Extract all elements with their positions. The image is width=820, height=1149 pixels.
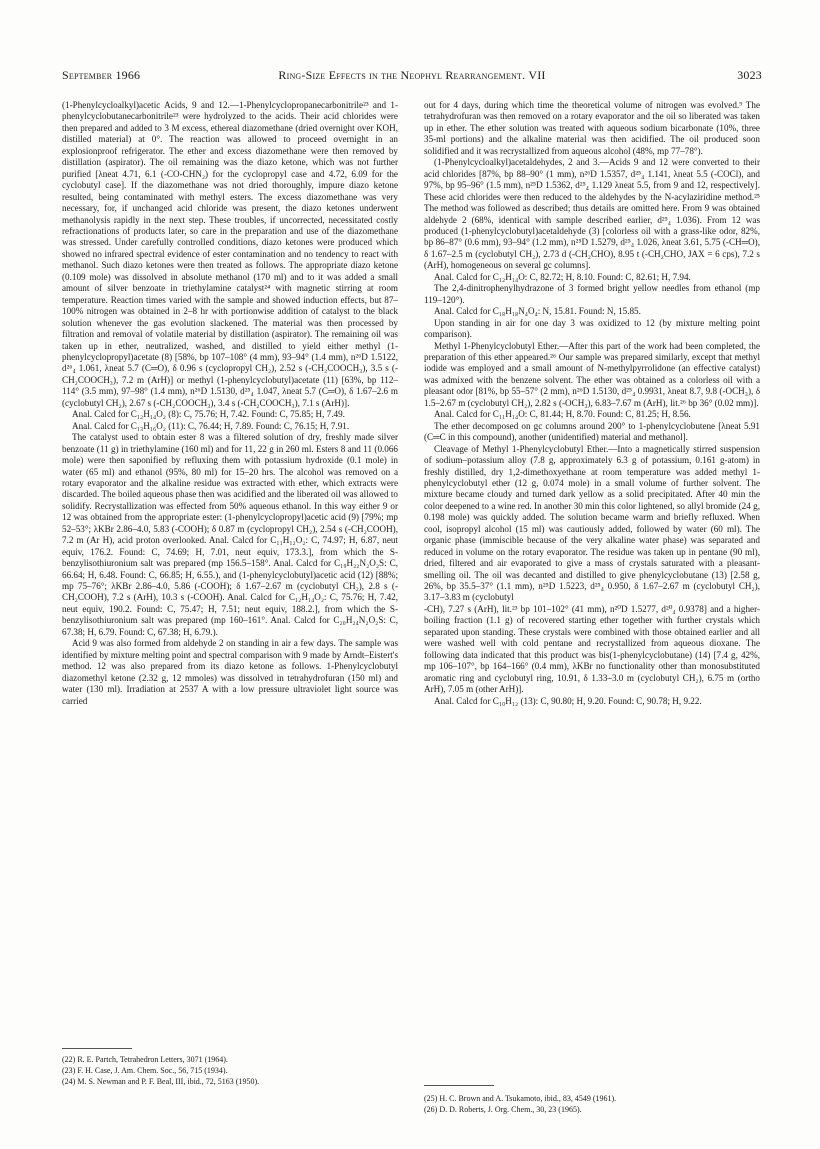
paragraph: The catalyst used to obtain ester 8 was a filtered solution of dry, freshly made silver benzoate (11 g) in triethylamine (160 ml) and for 11, 22 g in 260 ml. Esters 8 and 11 (0.066 mole) were then saponified by refluxing them with potassium hydroxide (0.1 mole) in water (65 ml) and ethanol (95%, 80 ml) for 15–20 hrs. The alcohol was removed on a rotary evaporator and the alkaline residue was extracted with ether, which extracts were discarded. The boiled aqueous phase then was acidified and the liberated oil was allowed to solidify. Recrystallization was effected from 50% aqueous ethanol. In this way either 9 or 12 was obtained from the appropriate ester: (1-phenylcyclopropyl)acetic acid (9) [79%; mp 52–53°; λKBr 2.86–4.0, 5.83 (-COOH); δ 0.87 m (cyclopropyl CH₂), 2.54 s (-CH₂COOH), 7.2 m (Ar H), acid proton overlooked. Anal. Calcd for C₁₁H₁₂O₂: C, 74.97; H, 6.87, neut equiv, 176.2. Found: C, 74.69; H, 7.01, neut equiv, 173.3.], from which the S-benzylisothiuronium salt was prepared (mp 156.5–158°. Anal. Calcd for C₁₉H₂₂N₂O₂S: C, 66.64; H, 6.48. Found: C, 66.85; H, 6.55.), and (1-phenylcyclobutyl)acetic acid (12) [88%; mp 75–76°; λKBr 2.86–4.0, 5.86 (-COOH); δ 1.67–2.67 m (cyclobutyl CH₂), 2.8 s (-CH₂COOH), 7.2 s (ArH), 10.3 s (-COOH). Anal. Calcd for C₁₂H₁₄O₂: C, 75.76; H, 7.42, neut equiv, 190.2. Found: C, 75.47; H, 7.51; neut equiv, 188.2.], from which the S-benzylisothiuronium salt was prepared (mp 160–161°. Anal. Calcd for C₂₀H₂₄N₂O₂S: C, 67.38; H, 6.79. Found: C, 67.38; H, 6.79.). xyxy=(62,432,398,637)
paragraph: (1-Phenylcycloalkyl)acetic Acids, 9 and 12.—1-Phenylcyclopropanecarbonitrile²³ and 1-phenylcyclobutanecarbonitrile²³ were hydrolyzed to the acids. Their acid chlorides were then prepared and added to 3 M excess, ethereal diazomethane (dried overnight over KOH, distilled material) at 0°. The reaction was allowed to proceed overnight in an explosionproof refrigerator. The ether and excess diazomethane were then removed by distillation (aspirator). The oil remaining was the diazo ketone, which was not further purified [λneat 4.71, 6.1 (-CO-CHN₂) for the cyclopropyl case and 4.72, 6.09 for the cyclobutyl case]. If the diazomethane was not dried thoroughly, impure diazo ketone resulted, being contaminated with methyl esters. The excess diazomethane was very necessary, for, if unchanged acid chloride was present, the diazo ketones underwent methanolysis rapidly in the next step. These troubles, if uncorrected, necessitated costly refractionations of products later, so care in the preparation and use of the diazomethane was stressed. Under carefully controlled conditions, diazo ketones were produced which showed no infrared spectral evidence of ester contamination and no tendency to react with methanol. Such diazo ketones were then treated as follows. The appropriate diazo ketone (0.109 mole) was dissolved in absolute methanol (170 ml) and to it was added a small amount of silver benzoate in triethylamine catalyst²⁴ with magnetic stirring at room temperature. Reaction times varied with the sample and showed induction effects, but 87–100% nitrogen was obtained in 2–8 hr with portionwise addition of catalyst to the black solution whenever the gas evolution slackened. The material was then processed by filtration and removal of volatile material by distillation (aspirator). The remaining oil was taken up in ether, neutralized, washed, and distilled to yield either methyl (1-phenylcyclopropyl)acetate (8) [58%, bp 107–108° (4 mm), 93–94° (1.4 mm), n²⁶D 1.5122, d²⁶₄ 1.061, λneat 5.7 (C═O), δ 0.96 s (cyclopropyl CH₂), 2.52 s (-CH₂COOCH₃), 3.5 s (-CH₂COOCH₃), 7.2 m (ArH)] or methyl (1-phenylcyclobutyl)acetate (11) [63%, bp 112–114° (3.5 mm), 97–98° (1.4 mm), n²⁶D 1.5130, d²⁵₄ 1.047, λneat 5.7 (C═O), δ 1.67–2.6 m (cyclobutyl CH₂), 2.67 s (-CH₂COOCH₃), 3.4 s (-CH₂COOCH₃), 7.1 s (ArH)]. xyxy=(62,100,398,408)
left-column xyxy=(62,100,398,707)
paragraph: -CH), 7.27 s (ArH), lit.²³ bp 101–102° (41 mm), n²⁰D 1.5277, d²⁰₄ 0.9378] and a higher-boiling fraction (1.1 g) of recovered starting ether together with further crystals which separated upon standing. These crystals were combined with those obtained earlier and all were washed well with cold pentane and recrystallized from aqueous dioxane. The following data indicated that this product was bis(1-phenylcyclobutane) (14) [7.4 g, 42%, mp 106–107°, bp 164–166° (0.4 mm), λKBr no functionality other than monosubstituted aromatic ring and cyclobutyl ring, 10.91, δ 1.33–3.0 m (cyclobutyl CH₂), 6.75 m (ortho ArH), 7.05 m (other ArH)]. xyxy=(424,603,760,695)
paragraph: Anal. Calcd for C₁₈H₁₈N₄O₄: N, 15.81. Found: N, 15.85. xyxy=(434,306,641,317)
paragraph: The 2,4-dinitrophenylhydrazone of 3 formed bright yellow needles from ethanol (mp 119–120°). xyxy=(424,283,760,305)
footnote-divider xyxy=(424,1085,494,1086)
header-date: September 1966 xyxy=(62,68,141,82)
paragraph: Anal. Calcd for C₁₂H₁₄O₂ (8): C, 75.76; H, 7.42. Found: C, 75.85; H, 7.49. xyxy=(72,409,345,420)
paragraph: Anal. Calcd for C₁₃H₁₆O₂ (11): C, 76.44; H, 7.89. Found: C, 76.15; H, 7.91. xyxy=(72,420,350,431)
footnote: (23) F. H. Case, J. Am. Chem. Soc., 56, 715 (1934). xyxy=(62,1066,228,1075)
paragraph: (1-Phenylcycloalkyl)acetaldehydes, 2 and 3.—Acids 9 and 12 were converted to their acid chlorides [87%, bp 88–90° (1 mm), n²⁶D 1.5357, d²⁵₄ 1.141, λneat 5.5 (-COCl), and 97%, bp 95–96° (1.5 mm), n²⁵D 1.5362, d²⁵₄ 1.129 λneat 5.5, from 9 and 12, respectively]. These acid chlorides were then reduced to the aldehydes by the N-acylaziridine method.²⁵ The method was followed as described; thus details are omitted here. From 9 was obtained aldehyde 2 (68%, identical with sample described earlier, d²⁵₄ 1.036). From 12 was produced (1-phenylcyclobutyl)acetaldehyde (3) [colorless oil with a grass-like odor, 82%, bp 86–87° (0.6 mm), 93–94° (1.2 mm), n²⁵D 1.5279, d²⁵₄ 1.026, λneat 3.61, 5.75 (-CH═O), δ 1.67–2.5 m (cyclobutyl CH₂), 2.73 d (-CH₂CHO), 8.95 t (-CH₂CHO, JAX = 6 cps), 7.2 s (ArH), homogeneous on several gc columns]. xyxy=(424,157,760,271)
footnotes-left xyxy=(62,1054,398,1087)
paragraph: Anal. Calcd for C₁₀H₁₂ (13): C, 90.80; H, 9.20. Found: C, 90.78; H, 9.22. xyxy=(434,695,702,706)
footnote: (26) D. D. Roberts, J. Org. Chem., 30, 23 (1965). xyxy=(424,1105,582,1114)
footnote: (24) M. S. Newman and P. F. Beal, III, ibid., 72, 5163 (1950). xyxy=(62,1077,260,1086)
paragraph: out for 4 days, during which time the theoretical volume of nitrogen was evolved.⁹ The tetrahydrofuran was then removed on a rotary evaporator and the oil so liberated was taken up in ether. The ether solution was treated with aqueous sodium bicarbonate (10%, three 35-ml portions) and the alkaline material was then acidified. The oil produced soon solidified and it was recrystallized from aqueous alcohol (48%, mp 77–78°). xyxy=(424,100,760,156)
paragraph: Cleavage of Methyl 1-Phenylcyclobutyl Ether.—Into a magnetically stirred suspension of sodium–potassium alloy (7.8 g, approximately 6.3 g of potassium, 0.161 g-atom) in freshly distilled, dry 1,2-dimethoxyethane at room temperature was added methyl 1-phenylcyclobutyl ether (12 g, 0.074 mole) in a small volume of further solvent. The mixture became cloudy and turned dark yellow as a solid precipitated. After 40 min the color deepened to a wine red. In another 30 min this color lightened, so allyl bromide (24 g, 0.198 mole) was quickly added. The solution became warm and briefly refluxed. When cool, isopropyl alcohol (15 ml) was cautiously added, followed by water (60 ml). The organic phase (immiscible because of the very alkaline water phase) was separated and reduced in volume on the rotary evaporator. The residue was taken up in pentane (90 ml), dried, filtered and air evaporated to give a mass of crystals saturated with a pleasant-smelling oil. The oil was decanted and distilled to give phenylcyclobutane (13) [2.58 g, 26%, bp 35.5–37° (1.1 mm), n²⁵D 1.5223, d²⁵₄ 0.950, δ 1.67–2.67 m (cyclobutyl CH₂), 3.17–3.83 m (cyclobutyl xyxy=(424,443,760,603)
footnotes-right xyxy=(424,1093,760,1115)
paragraph: Methyl 1-Phenylcyclobutyl Ether.—After this part of the work had been completed, the preparation of this ether appeared.²⁶ Our sample was prepared similarly, except that methyl iodide was employed and a small amount of N-methylpyrrolidone (an effective catalyst) was admixed with the benzene solvent. The ether was obtained as a colorless oil with a pleasant odor [81%, bp 55–57° (2 mm), n²⁶D 1.5130, d²⁵₄ 0.9931, λneat 8.7, 9.8 (-OCH₃), δ 1.5–2.67 m (cyclobutyl CH₂), 2.82 s (-OCH₃), 6.83–7.67 m (ArH), lit.²⁶ bp 36° (0.02 mm)]. xyxy=(424,340,760,408)
header-page-number: 3023 xyxy=(737,68,762,82)
paragraph: Anal. Calcd for C₁₂H₁₄O: C, 82.72; H, 8.10. Found: C, 82.61; H, 7.94. xyxy=(434,271,691,282)
paragraph: Acid 9 was also formed from aldehyde 2 on standing in air a few days. The sample was identified by mixture melting point and spectral comparison with 9 made by Arndt–Eistert's method. 12 was also prepared from its diazo ketone as follows. 1-Phenylcyclobutyl diazomethyl ketone (2.32 g, 12 mmoles) was dissolved in tetrahydrofuran (150 ml) and water (130 ml). Irradiation at 2537 A with a low pressure ultraviolet light source was carried xyxy=(62,638,398,706)
paragraph: Anal. Calcd for C₁₁H₁₄O: C, 81.44; H, 8.70. Found: C, 81.25; H, 8.56. xyxy=(434,409,691,420)
header-title: Ring-Size Effects in the Neophyl Rearrangement. VII xyxy=(278,68,546,82)
paragraph: Upon standing in air for one day 3 was oxidized to 12 (by mixture melting point comparison). xyxy=(424,317,760,340)
footnote: (25) H. C. Brown and A. Tsukamoto, ibid., 83, 4549 (1961). xyxy=(424,1094,617,1103)
footnote-divider xyxy=(62,1048,132,1049)
right-column xyxy=(424,100,760,707)
paragraph: The ether decomposed on gc columns around 200° to 1-phenylcyclobutene [λneat 5.91 (C═C in this compound), another (unidentified) material and methanol]. xyxy=(424,420,760,443)
footnote: (22) R. E. Partch, Tetrahedron Letters, 3071 (1964). xyxy=(62,1055,228,1064)
running-header xyxy=(62,68,762,84)
